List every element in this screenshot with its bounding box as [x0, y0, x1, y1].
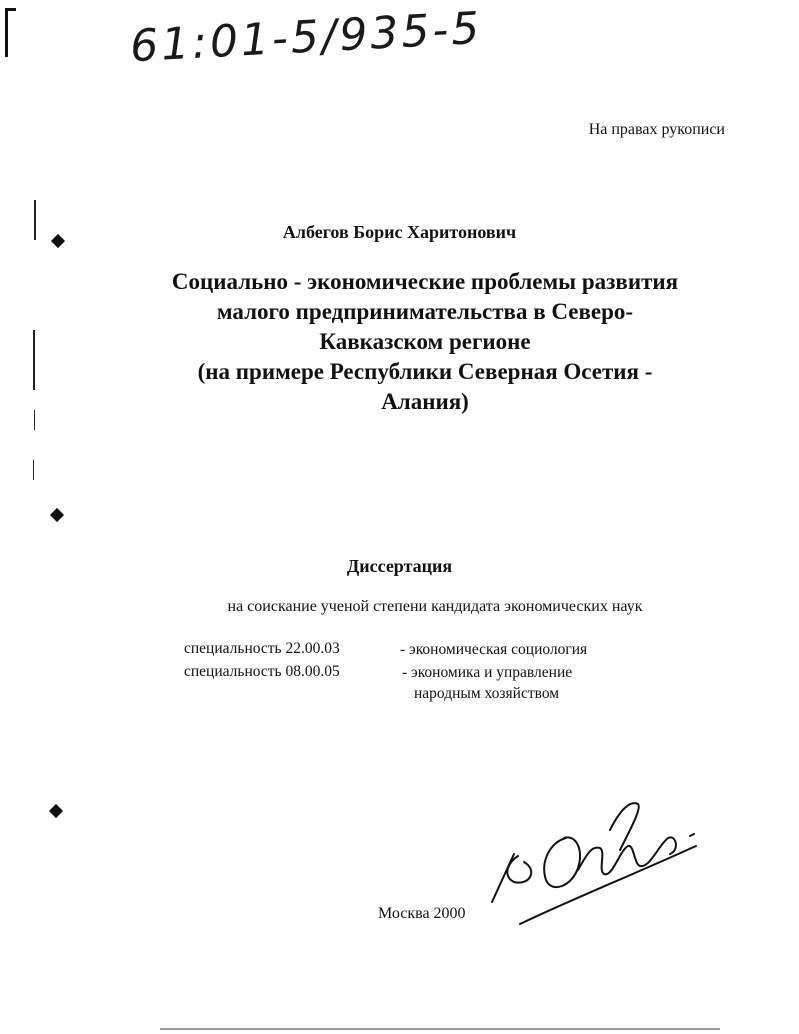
scan-edge-mark: [33, 330, 35, 390]
handwritten-archive-number: 61:01-5/935-5: [128, 2, 484, 73]
dissertation-title: [130, 267, 720, 417]
specialty-field: - экономика и управление: [402, 664, 573, 681]
specialty-field: народным хозяйством: [414, 685, 560, 702]
scan-bottom-edge: [160, 1028, 720, 1030]
punch-hole-mark: [50, 508, 64, 522]
title-line: Социально - экономические проблемы развития: [171, 269, 679, 294]
title-line: Алания): [381, 389, 469, 414]
page-corner-mark: [5, 8, 16, 57]
work-type: Диссертация: [346, 556, 453, 576]
title-line: малого предпринимательства в Северо-: [216, 299, 634, 324]
title-line: Кавказском регионе: [319, 329, 531, 354]
scan-edge-mark: [34, 410, 35, 430]
specialty-field: - экономическая социология: [400, 641, 588, 658]
rights-note: На правах рукописи: [588, 121, 725, 138]
specialty-label: специальность 08.00.05: [184, 663, 340, 680]
title-line: (на примере Республики Северная Осетия -: [197, 359, 653, 384]
specialty-label: специальность 22.00.03: [184, 640, 340, 657]
scan-edge-mark: [33, 460, 34, 480]
author-name: Албегов Борис Харитонович: [282, 222, 517, 242]
degree-line: на соискание ученой степени кандидата экономических наук: [227, 598, 643, 615]
punch-hole-mark: [49, 804, 63, 818]
city-year: Москва 2000: [378, 905, 466, 922]
signature: [480, 790, 720, 930]
